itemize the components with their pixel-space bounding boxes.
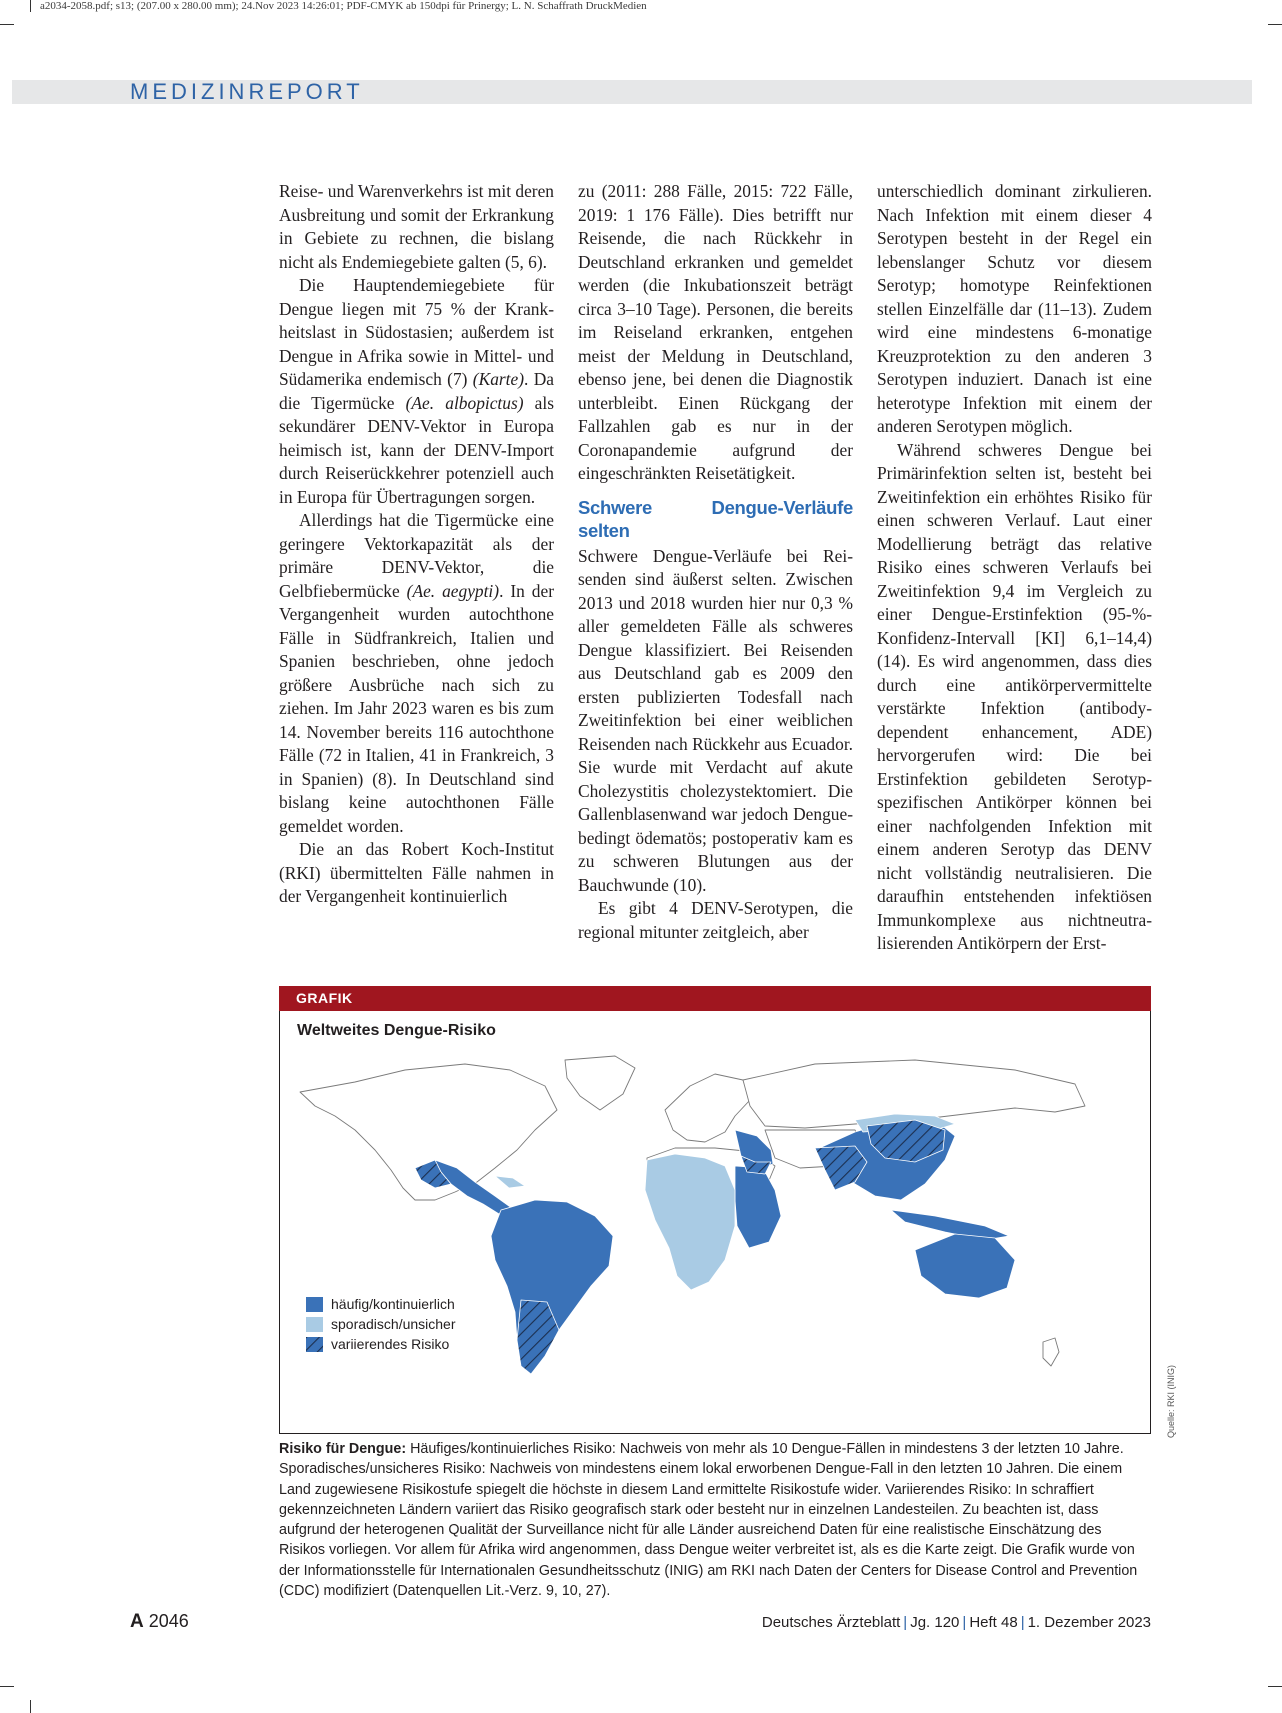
text-column-3 — [877, 180, 1152, 956]
legend-label: variierendes Risiko — [331, 1336, 450, 1352]
paragraph: Es gibt 4 DENV-Serotypen, die regional mitunter zeitgleich, aber — [578, 898, 853, 942]
crop-mark — [0, 24, 14, 25]
figure-source: Quelle: RKI (INIG) — [1166, 1364, 1176, 1438]
map-legend — [306, 1294, 456, 1354]
crop-mark — [1268, 24, 1282, 25]
east-africa — [735, 1166, 781, 1248]
crop-mark — [0, 1686, 14, 1687]
legend-item-variable — [306, 1334, 456, 1354]
figure-caption — [279, 1439, 1151, 1601]
paragraph: Die Hauptendemiegebiete für Dengue liegen mit 75 % der Krankheitslast in Südostasien; außerdem ist Dengue in Afrika sowie in Mittel- und Südamerika endemisch (7) (Karte). Da die Tigermücke (Ae. albopictus) als sekundärer DENV-Vektor in Europa heimisch ist, kann der DENV-Import durch Reiserückkehrer potenziell auch in Europa für Übertragungen sorgen. — [279, 275, 555, 507]
new-zealand — [1043, 1338, 1059, 1366]
legend-swatch-variable — [306, 1337, 323, 1352]
text-column-2 — [578, 180, 853, 944]
australia — [915, 1234, 1015, 1298]
figure-title: Weltweites Dengue-Risiko — [297, 1022, 496, 1039]
legend-item-frequent — [306, 1294, 456, 1314]
figure-header-label: GRAFIK — [296, 990, 353, 1006]
caption-text: Häufiges/kontinuierliches Risiko: Nachweis von mehr als 10 Dengue-Fällen in mindestens 3 der letzten 10 Jahre. Sporadisches/unsicheres Risiko: Nachweis von mindestens einem lokal erworbenen Dengue-Fall in den letzten 10 Jahren. Die einem Land zugewiesene Risikostufe spiegelt die höchste in diesem Land ermittelte Risikostufe wider. Variierendes Risiko: In schraffiert gekennzeichneten Ländern variiert das Risiko geografisch stark oder besteht nur in einzelnen Landesteilen. Zu beachten ist, dass aufgrund der heterogenen Qualität der Surveillance nicht für alle Länder ausreichend Daten für eine realistische Einschätzung des Risikos vorliegen. Vor allem für Afrika wird angenommen, dass Dengue weiter verbreitet ist, als es die Karte zeigt. Die Grafik wurde von der Informationsstelle für Internationalen Gesundheitsschutz (INIG) am RKI nach Daten der Centers for Disease Control and Prevention (CDC) modifiziert (Datenquellen Lit.-Verz. 9, 10, 27). — [279, 1441, 1138, 1600]
legend-label: häufig/kontinuierlich — [331, 1296, 455, 1312]
crop-mark — [30, 1700, 31, 1713]
caption-lead: Risiko für Dengue: — [279, 1441, 407, 1457]
legend-label: sporadisch/unsicher — [331, 1316, 456, 1332]
figure-header — [279, 986, 1151, 1011]
journal-issue: Heft 48 — [969, 1614, 1018, 1631]
journal-name: Deutsches Ärzteblatt — [761, 1614, 901, 1631]
world-dengue-map — [295, 1050, 1125, 1420]
journal-date: 1. Dezember 2023 — [1027, 1614, 1151, 1631]
greenland — [565, 1056, 635, 1110]
section-label: MEDIZINREPORT — [130, 79, 364, 104]
journal-info: Deutsches Ärzteblatt | Jg. 120 | Heft 48 | 1. Dezember 2023 — [761, 1614, 1151, 1631]
page-number: A 2046 — [130, 1611, 189, 1632]
legend-swatch-sporadic — [306, 1317, 323, 1332]
paragraph: Reise- und Warenverkehrs ist mit deren Ausbreitung und somit der Erkrankung in Gebiete zu rechnen, die bislang nicht als Endemiegebiete galten (5, 6). — [279, 181, 554, 272]
paragraph: unterschiedlich dominant zirkulieren. Nach Infektion mit einem dieser 4 Serotypen besteht in der Regel ein lebenslanger Schutz vor diesem Serotyp; homotype Reinfektionen stellen Einzelfälle dar (11–13). Zudem wird eine mindestens 6-monatige Kreuzprotektion zu den anderen 3 Serotypen induziert. Danach ist eine heterotype Infektion mit einem der anderen Serotypen möglich. — [877, 181, 1152, 436]
print-slug: a2034-2058.pdf; s13; (207.00 x 280.00 mm); 24.Nov 2023 14:26:01; PDF-CMYK ab 150dpi für Prinergy; L. N. Schaffrath DruckMedien — [40, 0, 647, 12]
caribbean — [495, 1176, 525, 1188]
south-america — [491, 1200, 613, 1374]
paragraph: Die an das Robert Koch-Institut (RKI) übermittelten Fälle nahmen in der Vergangenheit kontinuierlich — [279, 839, 554, 906]
paragraph: Allerdings hat die Tigermücke eine geringere Vektorkapazität als der primäre DENV-Vektor, die Gelbfiebermücke (Ae. aegypti). In der Vergangenheit wurden autochthone Fälle in Südfrankreich, Italien und Spanien beschrieben, ohne jedoch größere Ausbrüche nach sich zu ziehen. Im Jahr 2023 waren es bis zum 14. November bereits 116 autochthone Fälle (72 in Italien, 41 in Frankreich, 3 in Spanien) (8). In Deutschland sind bislang keine autochthonen Fälle gemeldet worden. — [279, 510, 554, 836]
west-central-africa — [645, 1154, 735, 1290]
paragraph: zu (2011: 288 Fälle, 2015: 722 Fälle, 2019: 1 176 Fälle). Dies betrifft nur Reisende, die nach Rückkehr in Deutschland erkranken und gemeldet werden (die Inkubationszeit beträgt circa 3–10 Tage). Personen, die bereits im Reiseland erkranken, entgehen meist der Meldung in Deutschland, ebenso jene, bei denen die Diagnostik unterbleibt. Einen Rückgang der Fallzahlen gab es nur in der Coronapandemie aufgrund der eingeschränkten Reisetätigkeit. — [578, 181, 853, 483]
crop-mark — [1268, 1686, 1282, 1687]
legend-item-sporadic — [306, 1314, 456, 1334]
subheading: Schwere Dengue-Verläufe selten — [578, 496, 853, 541]
indonesia-islands — [891, 1210, 1009, 1240]
text-column-1 — [279, 180, 554, 909]
journal-volume: Jg. 120 — [910, 1614, 960, 1631]
crop-mark — [30, 0, 31, 12]
legend-swatch-frequent — [306, 1297, 323, 1312]
paragraph: Während schweres Dengue bei Primärinfektion selten ist, besteht bei Zweitinfektion ein erhöhtes Risiko für einen schweren Verlauf. Laut einer Modellierung beträgt das relative Risiko eines schweren Verlaufs bei Zweitinfektion 9,4 im Vergleich zu einer Dengue-Erstinfektion (95-%-Konfidenz-Intervall [KI] 6,1–14,4) (14). Es wird angenommen, dass dies durch eine antikörpervermittelte verstärkte Infektion (antibody-dependent enhancement, ADE) hervorgerufen wird: Die bei Erstinfektion gebildeten Serotyp-spezifischen Antikörper können bei einer nachfolgenden Infektion mit einem anderen Serotyp das DENV nicht vollständig neutralisieren. Die daraufhin entstehenden infektiösen Immunkomplexe aus nichtneutralisierenden Antikörpern der Erst- — [877, 439, 1152, 953]
paragraph: Schwere Dengue-Verläufe bei Reisenden sind äußerst selten. Zwischen 2013 und 2018 wurden hier nur 0,3 % aller gemeldeten Fälle als schweres Dengue klassifiziert. Bei Reisenden aus Deutschland gab es 2009 den ersten publizierten Todesfall nach Zweitinfektion bei einer weiblichen Reisenden nach Rückkehr aus Ecuador. Sie wurde mit Verdacht auf akute Cholezystitis cholezystektomiert. Die Gallenblasenwand war jedoch Dengue-bedingt ödematös; postoperativ kam es zu schweren Blutungen aus der Bauchwunde (10). — [578, 545, 853, 895]
